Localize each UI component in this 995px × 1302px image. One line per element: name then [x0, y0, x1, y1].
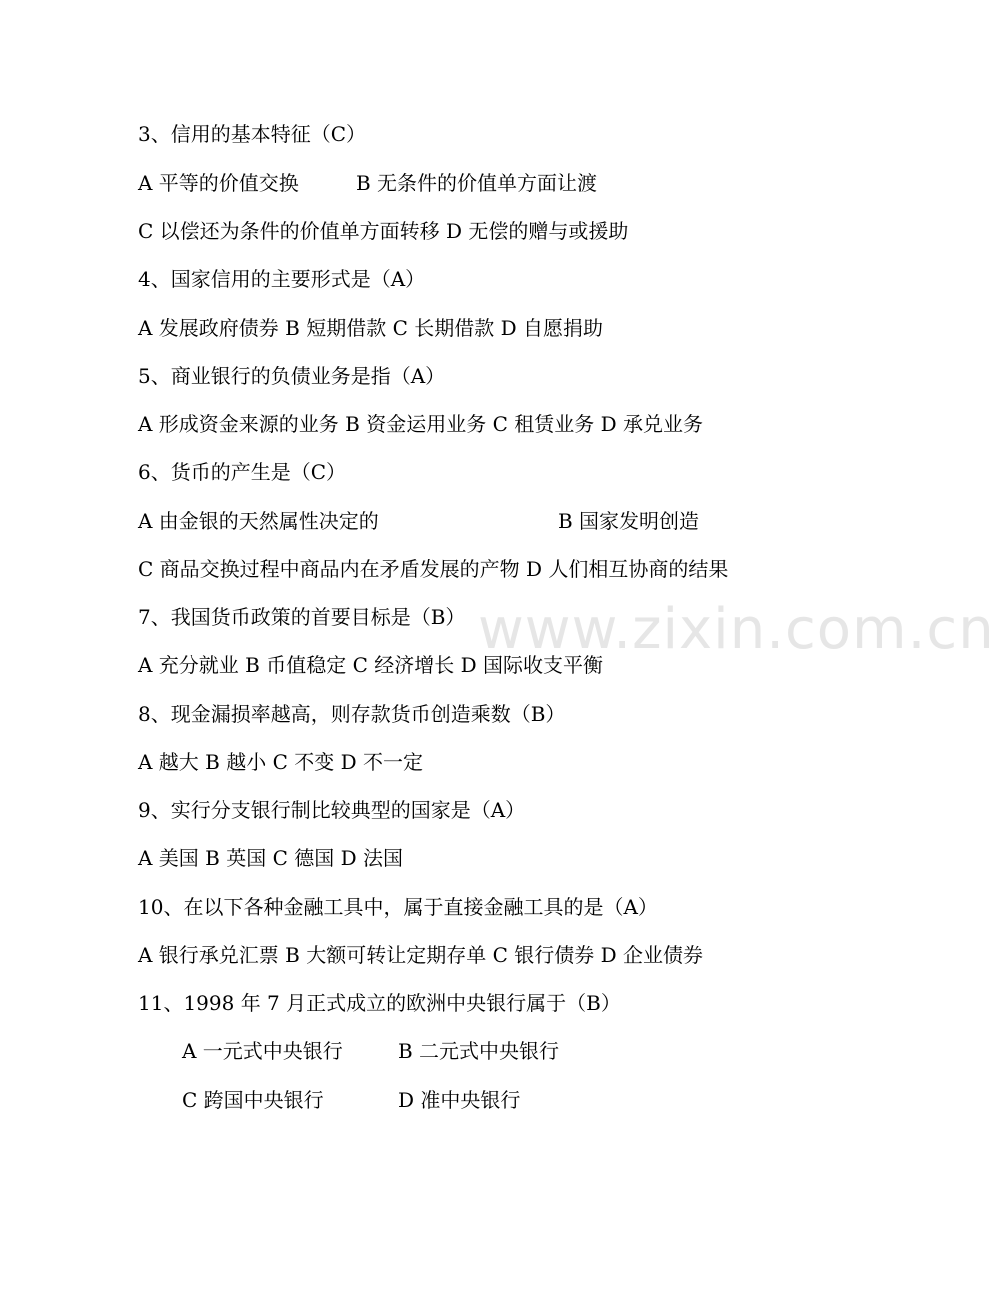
question-3-options-cd: C 以偿还为条件的价值单方面转移 D 无偿的赠与或援助	[138, 219, 629, 243]
question-11: 11、1998 年 7 月正式成立的欧洲中央银行属于（B）	[138, 991, 621, 1015]
option-d: D 准中央银行	[398, 1088, 521, 1112]
question-7: 7、我国货币政策的首要目标是（B）	[138, 605, 466, 629]
question-5-options: A 形成资金来源的业务 B 资金运用业务 C 租赁业务 D 承兑业务	[138, 412, 703, 436]
watermark: www.zixin.com.cn	[478, 597, 995, 662]
question-5: 5、商业银行的负债业务是指（A）	[138, 364, 446, 388]
question-10: 10、在以下各种金融工具中，属于直接金融工具的是（A）	[138, 895, 658, 919]
option-a: A 一元式中央银行	[182, 1039, 343, 1063]
question-9: 9、实行分支银行制比较典型的国家是（A）	[138, 798, 526, 822]
question-4-options: A 发展政府债券 B 短期借款 C 长期借款 D 自愿捐助	[138, 316, 603, 340]
option-b: B 二元式中央银行	[398, 1039, 560, 1063]
question-10-options: A 银行承兑汇票 B 大额可转让定期存单 C 银行债券 D 企业债券	[138, 943, 703, 967]
question-4: 4、国家信用的主要形式是（A）	[138, 267, 426, 291]
question-3: 3、信用的基本特征（C）	[138, 122, 367, 146]
option-a: A 平等的价值交换	[138, 171, 299, 195]
option-a: A 由金银的天然属性决定的	[138, 509, 379, 533]
question-11-options-ab	[182, 1038, 560, 1064]
question-8-options: A 越大 B 越小 C 不变 D 不一定	[138, 750, 423, 774]
option-c: C 跨国中央银行	[182, 1088, 324, 1112]
question-7-options: A 充分就业 B 币值稳定 C 经济增长 D 国际收支平衡	[138, 653, 603, 677]
option-b: B 无条件的价值单方面让渡	[356, 171, 598, 195]
option-b: B 国家发明创造	[558, 509, 700, 533]
question-6-options-ab	[138, 508, 700, 534]
question-8: 8、现金漏损率越高，则存款货币创造乘数（B）	[138, 702, 566, 726]
question-11-options-cd	[182, 1087, 521, 1113]
question-6-options-cd: C 商品交换过程中商品内在矛盾发展的产物 D 人们相互协商的结果	[138, 557, 729, 581]
question-3-options-ab	[138, 170, 598, 196]
question-9-options: A 美国 B 英国 C 德国 D 法国	[138, 846, 403, 870]
question-6: 6、货币的产生是（C）	[138, 460, 347, 484]
